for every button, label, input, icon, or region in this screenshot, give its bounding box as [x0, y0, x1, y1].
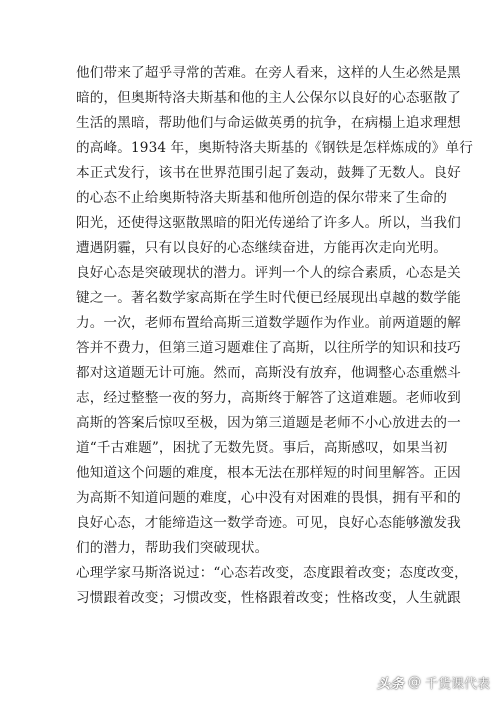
text-line: 生活的黑暗，帮助他们与命运做英勇的抗争，在病榻上追求理想: [76, 115, 461, 131]
text-line: 高斯的答案后惊叹至极，因为第三道题是老师不小心放进去的一: [76, 415, 461, 431]
watermark-logo: 头条: [376, 676, 404, 692]
text-line: 都对这道题无计可施。然而，高斯没有放弃，他调整心态重燃斗: [76, 365, 461, 381]
text-line: 他知道这个问题的难度，根本无法在那样短的时间里解答。正因: [76, 465, 461, 481]
text-line: 习惯跟着改变；习惯改变，性格跟着改变；性格改变，人生就跟: [76, 590, 461, 606]
text-line: 力。一次，老师布置给高斯三道数学题作为作业。前两道题的解: [76, 315, 461, 331]
watermark-at-sign: @: [407, 674, 421, 690]
watermark-handle: 千货课代表: [424, 676, 490, 692]
text-line: 他们带来了超乎寻常的苦难。在旁人看来，这样的人生必然是黑: [76, 65, 461, 81]
text-line: 为高斯不知道问题的难度，心中没有对困难的畏惧，拥有平和的: [76, 490, 461, 506]
text-line: 暗的，但奥斯特洛夫斯基和他的主人公保尔以良好的心态驱散了: [76, 90, 461, 106]
text-line: 们的潜力，帮助我们突破现状。: [76, 540, 269, 556]
text-line: 心理学家马斯洛说过：“心态若改变，态度跟着改变；态度改变，: [76, 565, 468, 581]
text-line: 志，经过整整一夜的努力，高斯终于解答了这道难题。老师收到: [76, 390, 461, 406]
text-line: 的高峰。1934 年，奥斯特洛夫斯基的《钢铁是怎样炼成的》单行: [76, 140, 474, 156]
text-line: 良好心态是突破现状的潜力。评判一个人的综合素质，心态是关: [76, 265, 461, 281]
text-line: 遭遇阴霾，只有以良好的心态继续奋进，方能再次走向光明。: [76, 240, 448, 256]
text-line: 阳光，还使得这驱散黑暗的阳光传递给了许多人。所以，当我们: [76, 215, 461, 231]
text-line: 键之一。著名数学家高斯在学生时代便已经展现出卓越的数学能: [76, 290, 461, 306]
text-line: 本正式发行，该书在世界范围引起了轰动，鼓舞了无数人。良好: [76, 165, 461, 181]
text-line: 的心态不止给奥斯特洛夫斯基和他所创造的保尔带来了生命的: [76, 190, 448, 206]
text-line: 答并不费力，但第三道习题难住了高斯，以往所学的知识和技巧: [76, 340, 461, 356]
text-line: 道“千古难题”，困扰了无数先贤。事后，高斯感叹，如果当初: [76, 440, 448, 456]
text-line: 良好心态，才能缔造这一数学奇迹。可见，良好心态能够激发我: [76, 515, 461, 531]
watermark: [377, 671, 490, 693]
